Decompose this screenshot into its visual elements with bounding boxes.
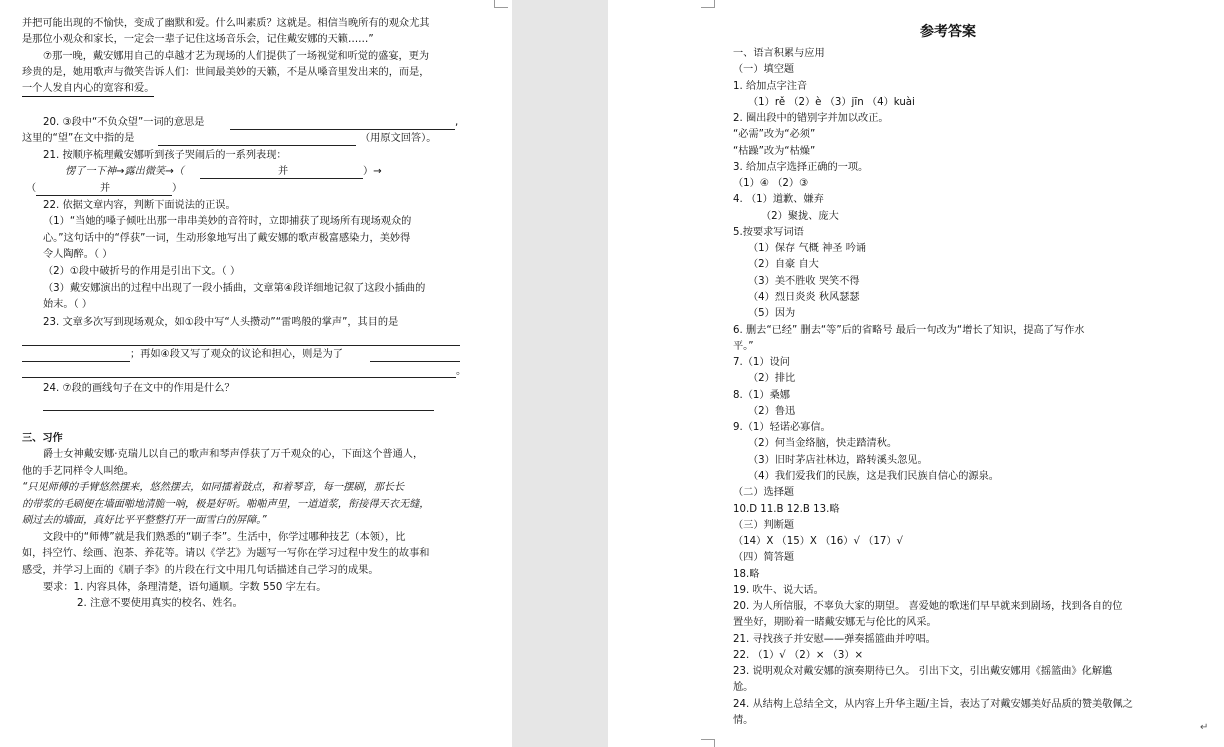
text-line: （ (26, 183, 37, 194)
text-line: （2）①段中破折号的作用是引出下文。（ ） (43, 266, 241, 277)
text-line: 23. 说明观众对戴安娜的演奏期待已久。 引出下文，引出戴安娜用《摇篮曲》化解尴 (733, 666, 1113, 677)
text-line: （3）戴安娜演出的过程中出现了一段小插曲，文章第④段详细地记叙了这段小插曲的 (43, 283, 426, 294)
text-line: 8.（1）桑娜 (733, 390, 790, 401)
text-line: 文段中的“师傅”就是我们熟悉的“刷子李”。生活中，你学过哪种技艺（本领），比 (43, 532, 406, 543)
answer-blank (22, 345, 460, 346)
text-line: 要求：1. 内容具体，条理清楚，语句通顺。字数 550 字左右。 (43, 582, 327, 593)
answer-blank (22, 377, 456, 378)
quote-line: 的带浆的毛刷便在墙面啪地清脆一响，极是好听。啪啪声里，一道道浆，衔接得天衣无缝， (22, 499, 430, 510)
quote-line: 刷过去的墙面，真好比平平整整打开一面雪白的屏障。” (22, 515, 267, 526)
text-line: 4. （1）道歉、嫌弃 (733, 194, 824, 205)
text-line: 10.D 11.B 12.B 13.略 (733, 504, 840, 515)
text-line: （3）美不胜收 哭笑不得 (748, 276, 860, 287)
text-line: 并 (100, 183, 111, 194)
quote-line: “只见师傅的手臂悠然摆来，悠然摆去，如同擂着鼓点，和着琴音，每一摆刷，那长长 (22, 482, 405, 493)
text-line: 21. 寻找孩子并安慰——弹奏摇篮曲并哼唱。 (733, 634, 936, 645)
text-line: （4）我们爱我们的民族，这是我们民族自信心的源泉。 (748, 471, 999, 482)
text-line: 1. 给加点字注音 (733, 81, 808, 92)
question-23: 23. 文章多次写到现场观众，如①段中写“人头攒动”“雷鸣般的掌声”，其目的是 (43, 317, 399, 328)
underlined-sentence: 一个人发自内心的宽容和爱。 (22, 82, 154, 97)
text-line: （1）rě （2）è （3）jīn （4）kuài (748, 97, 915, 108)
text-line: 7.（1）设问 (733, 357, 790, 368)
text-line: （2）聚拢、庞大 (761, 211, 839, 222)
text-line: 他的手艺同样令人叫绝。 (22, 466, 135, 477)
text-line: 平。” (733, 341, 754, 352)
text-line: （2）鲁迅 (748, 406, 796, 417)
text-line: （1）④ （2）③ (733, 178, 809, 189)
text-line: 愣了一下神→露出微笑→（ (65, 166, 184, 177)
text-line: （5）因为 (748, 308, 796, 319)
text-line: 是那位小观众和家长，一定会一辈子记住这场音乐会，记住戴安娜的天籁……” (22, 34, 374, 45)
page-corner-mark (701, 739, 715, 747)
text-line: （14）X （15）X （16）√ （17）√ (733, 536, 904, 547)
text-line: 24. 从结构上总结全文，从内容上升华主题/主旨，表达了对戴安娜美好品质的赞美敬佩之 (733, 699, 1133, 710)
text-line: （2）排比 (748, 373, 796, 384)
answer-blank (43, 410, 434, 411)
text-line: ）→ (363, 166, 382, 177)
text-line: （用原文回答）。 (360, 133, 437, 144)
text-line: （二）选择题 (733, 487, 795, 498)
text-line: 19. 吹牛、说大话。 (733, 585, 824, 596)
question-21: 21. 按顺序梳理戴安娜听到孩子哭闹后的一系列表现： (43, 150, 287, 161)
text-line: 并 (278, 166, 289, 177)
text-line: 珍贵的是，她用歌声与微笑告诉人们：世间最美妙的天籁，不是从嗓音里发出来的，而是， (22, 67, 430, 78)
text-line: 始末。（ ） (43, 299, 93, 310)
text-line: （3）旧时茅店社林边，路转溪头忽见。 (748, 455, 928, 466)
document-page-left (0, 0, 512, 747)
text-line: 。 (456, 366, 467, 377)
text-line: 22. （1）√ （2）× （3）× (733, 650, 864, 661)
text-line: （一）填空题 (733, 64, 795, 75)
text-line: 感受，并学习上面的《刷子李》的片段在行文中用几句话描述自己学习的成果。 (22, 565, 379, 576)
text-line: ⑦那一晚，戴安娜用自己的卓越才艺为现场的人们提供了一场视觉和听觉的盛宴，更为 (43, 51, 430, 62)
text-line: 5.按要求写词语 (733, 227, 804, 238)
answer-blank (200, 178, 363, 179)
text-line: （1）保存 气概 神圣 吟诵 (748, 243, 867, 254)
text-line: 18.略 (733, 569, 760, 580)
answer-blank (158, 145, 356, 146)
text-line: （2）自豪 自大 (748, 259, 819, 270)
comma: , (455, 117, 459, 128)
text-line: 这里的“望”在文中指的是 (22, 133, 135, 144)
section-heading: 三、习作 (22, 433, 63, 444)
text-line: 心。”这句话中的“俘获”一词，生动形象地写出了戴安娜的歌声极富感染力，美妙得 (43, 233, 411, 244)
question-24: 24. ⑦段的画线句子在文中的作用是什么？ (43, 383, 235, 394)
text-line: 情。 (733, 715, 754, 726)
text-line: “必需”改为“必须” (733, 129, 816, 140)
question-22: 22. 依据文章内容，判断下面说法的正误。 (43, 200, 236, 211)
text-line: 尬。 (733, 682, 754, 693)
page-corner-mark (494, 0, 508, 8)
section-heading: 一、语言积累与应用 (733, 48, 825, 59)
text-line: 9.（1）轻诺必寡信。 (733, 422, 831, 433)
text-line: “枯躁”改为“枯燥” (733, 146, 816, 157)
document-page-right (608, 0, 1224, 747)
text-line: ） (172, 183, 183, 194)
text-line: 如，抖空竹、绘画、泡茶、养花等。请以《学艺》为题写一写你在学习过程中发生的故事和 (22, 548, 430, 559)
text-line: 2. 注意不要使用真实的校名、姓名。 (77, 598, 243, 609)
text-line: 3. 给加点字选择正确的一项。 (733, 162, 869, 173)
text-line: （2）何当金络脑，快走踏清秋。 (748, 438, 898, 449)
text-line: 并把可能出现的不愉快，变成了幽默和爱。什么叫素质？这就是。相信当晚所有的观众尤其 (22, 18, 430, 29)
text-line: 6. 删去“已经” 删去“等”后的省略号 最后一句改为“增长了知识，提高了写作水 (733, 325, 1085, 336)
text-line: 爵士女神戴安娜·克瑞儿以自己的歌声和琴声俘获了万千观众的心，下面这个普通人， (43, 449, 424, 460)
text-line: 20. 为人所信服，不辜负大家的期望。 喜爱她的歌迷们早早就来到剧场，找到各自的位 (733, 601, 1123, 612)
text-line: 令人陶醉。（ ） (43, 249, 113, 260)
text-line: （三）判断题 (733, 520, 795, 531)
text-line: ；再如④段又写了观众的议论和担心，则是为了 (130, 349, 343, 360)
answer-blank (36, 195, 172, 196)
text-line: 2. 圈出段中的错别字并加以改正。 (733, 113, 889, 124)
text-line: 置坐好，期盼着一睹戴安娜无与伦比的风采。 (733, 617, 937, 628)
paragraph-mark-icon: ↵ (1200, 722, 1209, 733)
page-corner-mark (701, 0, 715, 8)
text-line: （1）“当她的嗓子倾吐出那一串串美妙的音符时，立即捕获了现场所有现场观众的 (43, 216, 412, 227)
text-line: （四）简答题 (733, 552, 795, 563)
answer-blank (22, 361, 130, 362)
answer-blank (370, 361, 460, 362)
answer-blank (230, 129, 455, 130)
page-title: 参考答案 (920, 24, 976, 40)
text-line: （4）烈日炎炎 秋风瑟瑟 (748, 292, 860, 303)
question-20: 20. ③段中“不负众望”一词的意思是 (43, 117, 205, 128)
